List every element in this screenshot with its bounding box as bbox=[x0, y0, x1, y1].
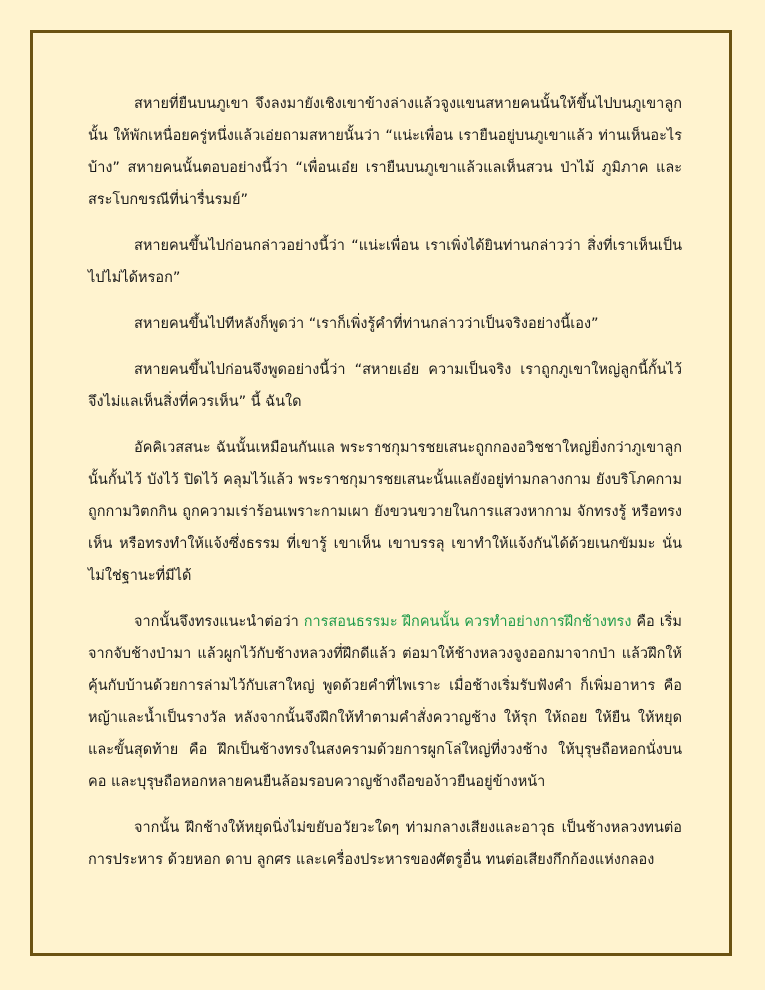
paragraph-2: สหายคนขึ้นไปก่อนกล่าวอย่างนี้ว่า “แน่ะเพื่อน เราเพิ่งได้ยินท่านกล่าวว่า สิ่งที่เราเห็นเป็นไปไม่ได้หรอก” bbox=[88, 238, 682, 286]
paragraph-4: สหายคนขึ้นไปก่อนจึงพูดอย่างนี้ว่า “สหายเอ๋ย ความเป็นจริง เราถูกภูเขาใหญ่ลูกนี้กั้นไว้ จึงไม่แลเห็นสิ่งที่ควรเห็น” นี้ ฉันใด bbox=[88, 362, 682, 410]
paragraph-3: สหายคนขึ้นไปทีหลังก็พูดว่า “เราก็เพิ่งรู้คำที่ท่านกล่าวว่าเป็นจริงอย่างนี้เอง” bbox=[134, 316, 599, 332]
document-body bbox=[88, 88, 682, 890]
highlighted-phrase: การสอนธรรมะ ฝึกคนนั้น ควรทำอย่างการฝึกช้างทรง bbox=[303, 614, 632, 630]
paragraph-1: สหายที่ยืนบนภูเขา จึงลงมายังเชิงเขาข้างล่างแล้วจูงแขนสหายคนนั้นให้ขึ้นไปบนภูเขาลูกนั้น ให้พักเหนื่อยครู่หนึ่งแล้วเอ่ยถามสหายนั้นว่า “แน่ะเพื่อน เรายืนอยู่บนภูเขาแล้ว ท่านเห็นอะไรบ้าง” สหายคนนั้นตอบอย่างนี้ว่า “เพื่อนเอ๋ย เรายืนบนภูเขาแล้วแลเห็นสวน ป่าไม้ ภูมิภาค และสระโบกขรณีที่น่ารื่นรมย์” bbox=[88, 96, 682, 208]
paragraph-5: อัคคิเวสสนะ ฉันนั้นเหมือนกันแล พระราชกุมารชยเสนะถูกกองอวิชชาใหญ่ยิ่งกว่าภูเขาลูกนั้นกั้นไว้ บังไว้ ปิดไว้ คลุมไว้แล้ว พระราชกุมารชยเสนะนั้นแลยังอยู่ท่ามกลางกาม ยังบริโภคกาม ถูกกามวิตกกิน ถูกความเร่าร้อนเพราะกามเผา ยังขวนขวายในการแสวงหากาม จักทรงรู้ หรือทรงเห็น หรือทรงทำให้แจ้งซึ่งธรรม ที่เขารู้ เขาเห็น เขาบรรลุ เขาทำให้แจ้งกันได้ด้วยเนกขัมมะ นั่นไม่ใช่ฐานะที่มีได้ bbox=[88, 440, 682, 584]
paragraph-6-intro: จากนั้นจึงทรงแนะนำต่อว่า bbox=[134, 614, 304, 630]
paragraph-6-rest: คือ เริ่มจากจับช้างป่ามา แล้วผูกไว้กับช้างหลวงที่ฝึกดีแล้ว ต่อมาให้ช้างหลวงจูงออกมาจากป่า แล้วฝึกให้คุ้นกับบ้านด้วยการล่ามไว้กับเสาใหญ่ พูดด้วยคำที่ไพเราะ เมื่อช้างเริ่มรับฟังคำ ก็เพิ่มอาหาร คือ หญ้าและน้ำเป็นรางวัล หลังจากนั้นจึงฝึกให้ทำตามคำสั่งควาญช้าง ให้รุก ให้ถอย ให้ยืน ให้หยุด และขั้นสุดท้าย คือ ฝึกเป็นช้างทรงในสงครามด้วยการผูกโล่ใหญ่ที่งวงช้าง ให้บุรุษถือหอกนั่งบนคอ และบุรุษถือหอกหลายคนยืนล้อมรอบควาญช้างถือของ้าวยืนอยู่ข้างหน้า bbox=[88, 614, 682, 790]
paragraph-6 bbox=[88, 606, 682, 798]
paragraph-7: จากนั้น ฝึกช้างให้หยุดนิ่งไม่ขยับอวัยวะใดๆ ท่ามกลางเสียงและอาวุธ เป็นช้างหลวงทนต่อการประหาร ด้วยหอก ดาบ ลูกศร และเครื่องประหารของศัตรูอื่น ทนต่อเสียงกึกก้องแห่งกลอง bbox=[88, 820, 682, 868]
